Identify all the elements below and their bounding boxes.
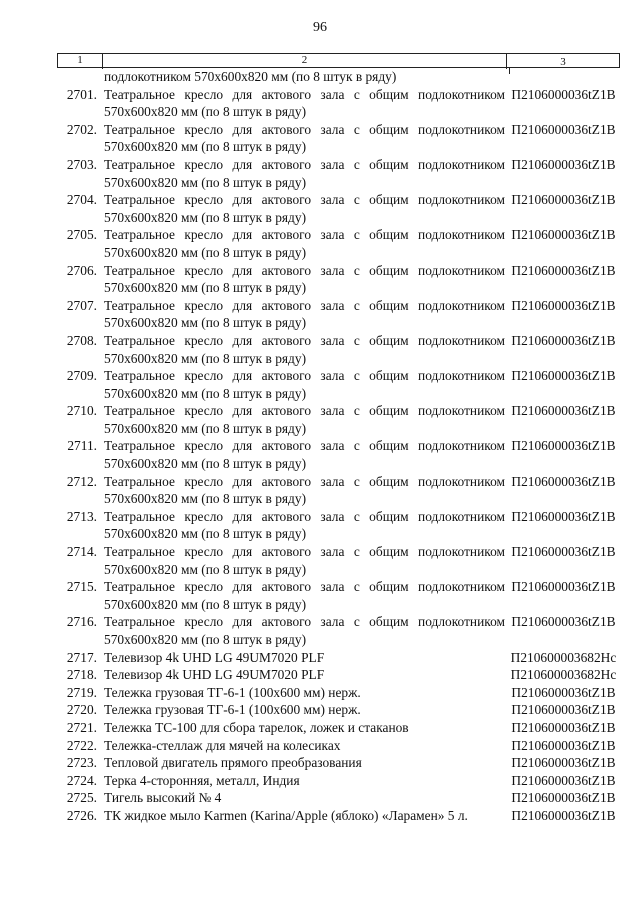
row-code: П2106000036tZ1B xyxy=(511,684,616,700)
continuation-text: подлокотником 570х600х820 мм (по 8 штук в ряду) xyxy=(104,69,397,84)
row-code: П2106000036tZ1B xyxy=(511,227,616,243)
row-number: 2721. xyxy=(66,719,97,735)
table-row xyxy=(57,578,620,613)
row-code: П2106000036tZ1B xyxy=(511,368,616,384)
row-number: 2715. xyxy=(66,579,97,595)
row-number: 2717. xyxy=(66,649,97,665)
row-description: Театральное кресло для актового зала с общим подлокотником 570х600х820 мм (по 8 штук в ряду) xyxy=(104,192,505,225)
row-code: П210600003682Hc xyxy=(510,649,617,665)
row-code: П2106000036tZ1B xyxy=(511,121,616,137)
row-description: Тепловой двигатель прямого преобразования xyxy=(104,755,362,771)
table-row xyxy=(57,613,620,648)
row-code: П2106000036tZ1B xyxy=(511,614,616,630)
row-code: П2106000036tZ1B xyxy=(511,790,616,806)
row-description: Театральное кресло для актового зала с общим подлокотником 570х600х820 мм (по 8 штук в ряду) xyxy=(104,544,505,577)
table-row xyxy=(57,86,620,121)
table-row xyxy=(57,156,620,191)
table-row xyxy=(57,262,620,297)
row-number: 2702. xyxy=(66,121,97,137)
row-description: Театральное кресло для актового зала с общим подлокотником 570х600х820 мм (по 8 штук в ряду) xyxy=(104,227,505,260)
row-number: 2716. xyxy=(66,614,97,630)
row-description: ТК жидкое мыло Karmen (Karina/Apple (яблоко) «Ларамен» 5 л. xyxy=(104,807,468,823)
row-number: 2703. xyxy=(66,156,97,172)
row-code: П2106000036tZ1B xyxy=(511,702,616,718)
table-row xyxy=(57,121,620,156)
row-number: 2724. xyxy=(66,772,97,788)
table-row xyxy=(57,297,620,332)
table-row xyxy=(57,666,620,684)
row-number: 2720. xyxy=(66,702,97,718)
row-description: Телевизор 4k UHD LG 49UM7020 PLF xyxy=(104,649,325,665)
row-description: Театральное кресло для актового зала с общим подлокотником 570х600х820 мм (по 8 штук в ряду) xyxy=(104,368,505,401)
row-code: П210600003682Hc xyxy=(510,667,617,683)
row-description: Тележка грузовая ТГ-6-1 (100х600 мм) нерж. xyxy=(104,684,361,700)
row-description: Театральное кресло для актового зала с общим подлокотником 570х600х820 мм (по 8 штук в ряду) xyxy=(104,473,505,507)
table-row xyxy=(57,473,620,508)
row-number: 2722. xyxy=(66,737,97,753)
row-number: 2710. xyxy=(66,403,97,419)
row-number: 2726. xyxy=(66,807,97,823)
row-description: Театральное кресло для актового зала с общим подлокотником 570х600х820 мм (по 8 штук в ряду) xyxy=(104,579,505,612)
table-row xyxy=(57,701,620,719)
row-code: П2106000036tZ1B xyxy=(511,473,616,489)
row-description: Тигель высокий № 4 xyxy=(104,790,222,806)
table-row xyxy=(57,226,620,261)
row-code: П2106000036tZ1B xyxy=(511,332,616,348)
row-description: Театральное кресло для актового зала с общим подлокотником 570х600х820 мм (по 8 штук в ряду) xyxy=(104,403,505,436)
table-row xyxy=(57,789,620,807)
table-row xyxy=(57,754,620,772)
row-code: П2106000036tZ1B xyxy=(511,544,616,560)
row-description: Театральное кресло для актового зала с общим подлокотником 570х600х820 мм (по 8 штук в ряду) xyxy=(104,438,505,472)
row-code: П2106000036tZ1B xyxy=(511,772,616,788)
row-number: 2704. xyxy=(66,192,97,208)
page-number: 96 xyxy=(313,20,327,35)
row-number: 2714. xyxy=(66,544,97,560)
row-description: Театральное кресло для актового зала с общим подлокотником 570х600х820 мм (по 8 штук в ряду) xyxy=(104,332,505,366)
row-number: 2706. xyxy=(66,262,97,278)
row-description: Театральное кресло для актового зала с общим подлокотником 570х600х820 мм (по 8 штук в ряду) xyxy=(104,262,505,296)
row-code: П2106000036tZ1B xyxy=(511,403,616,419)
table-row xyxy=(57,719,620,737)
table-row xyxy=(57,402,620,437)
row-code: П2106000036tZ1B xyxy=(511,156,616,172)
row-number: 2713. xyxy=(66,508,97,524)
row-number: 2709. xyxy=(66,368,97,384)
row-description: Театральное кресло для актового зала с общим подлокотником 570х600х820 мм (по 8 штук в ряду) xyxy=(104,121,505,155)
continuation-row xyxy=(57,68,620,86)
table-body xyxy=(57,68,620,825)
row-code: П2106000036tZ1B xyxy=(511,192,616,208)
row-number: 2707. xyxy=(66,297,97,313)
table-row xyxy=(57,543,620,578)
row-description: Театральное кресло для актового зала с общим подлокотником 570х600х820 мм (по 8 штук в ряду) xyxy=(104,86,505,120)
table-row xyxy=(57,367,620,402)
table-row xyxy=(57,332,620,367)
row-description: Телевизор 4k UHD LG 49UM7020 PLF xyxy=(104,667,325,683)
row-description: Театральное кресло для актового зала с общим подлокотником 570х600х820 мм (по 8 штук в ряду) xyxy=(104,508,505,542)
table-row xyxy=(57,684,620,702)
header-col-1: 1 xyxy=(77,54,83,66)
table-row xyxy=(57,649,620,667)
row-code: П2106000036tZ1B xyxy=(511,297,616,313)
row-number: 2725. xyxy=(66,790,97,806)
row-code: П2106000036tZ1B xyxy=(511,438,616,454)
row-number: 2711. xyxy=(67,438,97,454)
table-row xyxy=(57,772,620,790)
row-code: П2106000036tZ1B xyxy=(511,807,616,823)
table-header xyxy=(57,53,620,68)
row-number: 2701. xyxy=(66,86,97,102)
row-description: Тележка ТС-100 для сбора тарелок, ложек и стаканов xyxy=(104,719,409,735)
row-description: Театральное кресло для актового зала с общим подлокотником 570х600х820 мм (по 8 штук в ряду) xyxy=(104,156,505,190)
row-number: 2719. xyxy=(66,684,97,700)
row-number: 2705. xyxy=(66,227,97,243)
table-row xyxy=(57,737,620,755)
row-number: 2723. xyxy=(66,755,97,771)
row-description: Театральное кресло для актового зала с общим подлокотником 570х600х820 мм (по 8 штук в ряду) xyxy=(104,297,505,331)
row-code: П2106000036tZ1B xyxy=(511,755,616,771)
row-code: П2106000036tZ1B xyxy=(511,508,616,524)
table-row xyxy=(57,807,620,825)
row-number: 2718. xyxy=(66,667,97,683)
row-code: П2106000036tZ1B xyxy=(511,737,616,753)
row-code: П2106000036tZ1B xyxy=(511,579,616,595)
row-code: П2106000036tZ1B xyxy=(511,262,616,278)
row-code: П2106000036tZ1B xyxy=(511,86,616,102)
row-description: Тележка грузовая ТГ-6-1 (100х600 мм) нерж. xyxy=(104,702,361,718)
row-description: Терка 4-сторонняя, металл, Индия xyxy=(104,772,300,788)
row-description: Тележка-стеллаж для мячей на колесиках xyxy=(104,737,341,753)
header-col-2: 2 xyxy=(102,54,506,69)
row-number: 2708. xyxy=(66,332,97,348)
table-row xyxy=(57,508,620,543)
table-row xyxy=(57,191,620,226)
table-row xyxy=(57,437,620,472)
row-description: Театральное кресло для актового зала с общим подлокотником 570х600х820 мм (по 8 штук в ряду) xyxy=(104,614,505,647)
header-col-3: 3 xyxy=(506,54,619,69)
row-number: 2712. xyxy=(66,473,97,489)
row-code: П2106000036tZ1B xyxy=(511,719,616,735)
